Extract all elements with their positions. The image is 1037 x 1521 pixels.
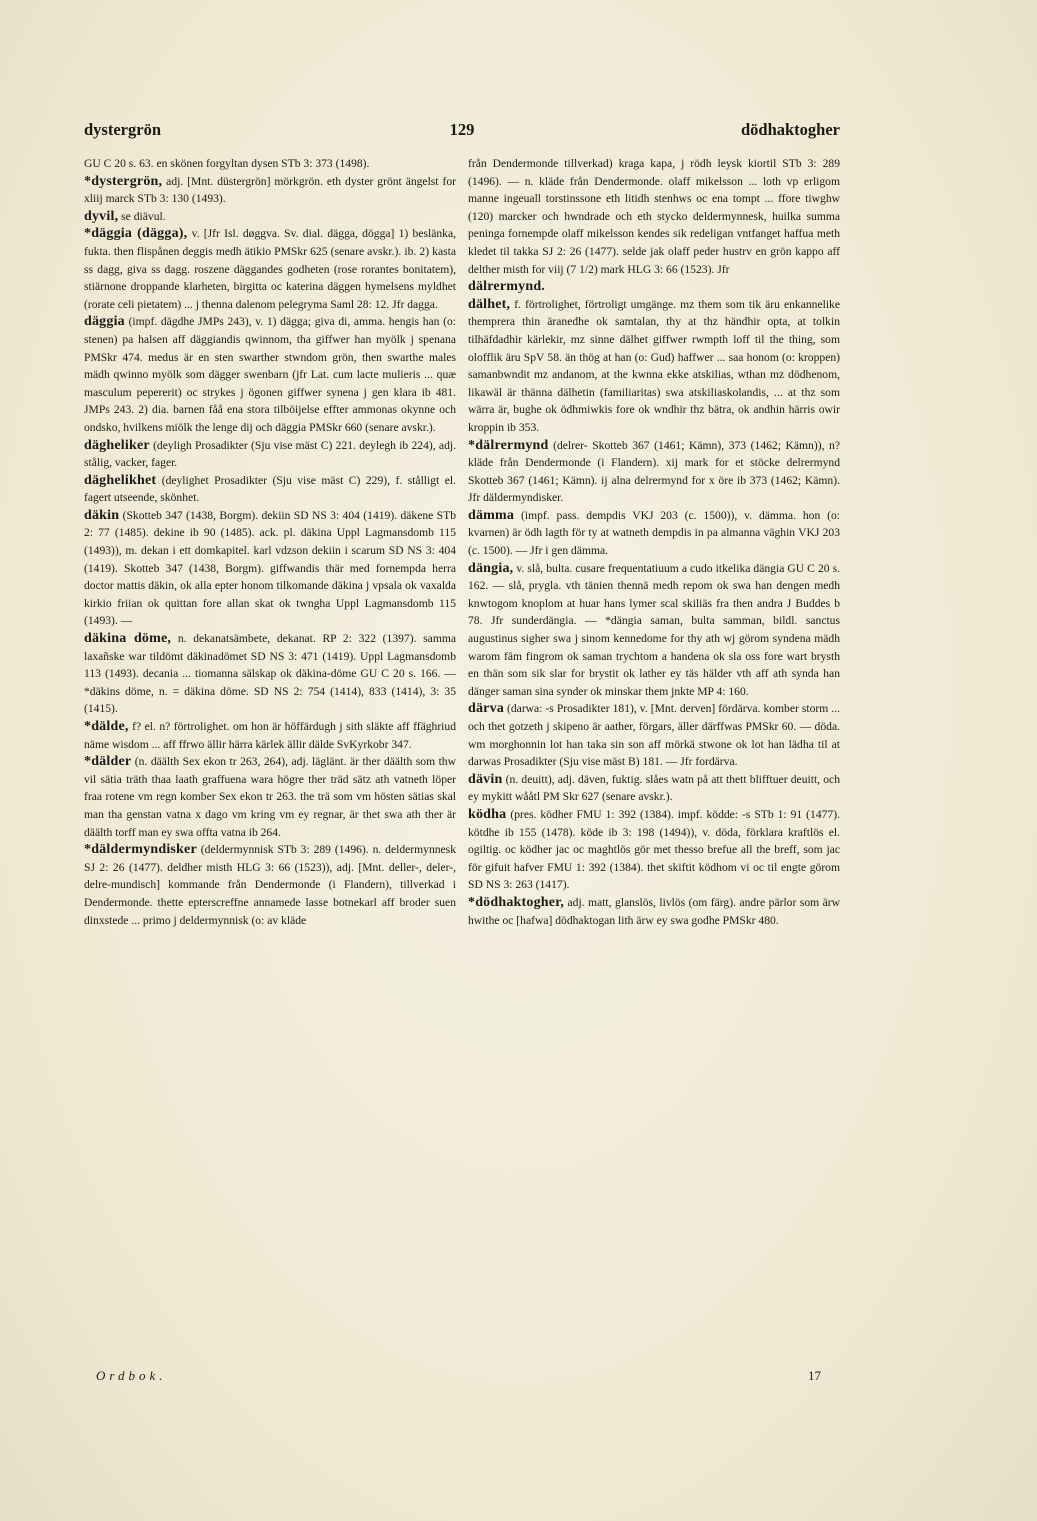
entry-text: adj. matt, glanslös, livlös (om färg). andre pärlor som ärw hwithe oc [hafwa] dödhaktogan lith ärw ey swa godhe PMSkr 480. (468, 895, 840, 927)
dictionary-entry (84, 507, 456, 630)
headword: *dödhaktogher, (468, 894, 565, 910)
headword: dämma (468, 507, 515, 523)
entry-text: f. förtrolighet, förtroligt umgänge. mz them som tik äru enkannelike themprera thin äranedhe ok samtalan, thy at thz händhir opta, at tolkin tilhäfdadhir kärlekir, mz sinne dälhet giffwer rwmpth loff til the thing, som olofflik äru SpV 58. än thög at han (o: Gud) haffwer ... saa honom (o: kroppen) samanbwndit mz andanom, at the kwnna ekke atskilias, wthan mz dödhenom, likawäl är thänna dälhetin (familiaritas) swa atskiliaskolandis, ... at thz som wärra är, bughe ok ödhmiwkis fore ok wndhir thz bätra, ok andhin härris owir kroppin ib 353. (468, 297, 840, 434)
headword: *dälder (84, 754, 132, 770)
page-header (84, 120, 840, 146)
entry-text: (darwa: -s Prosadikter 181), v. [Mnt. derven] fördärva. komber storm ... och thet gotzeth j skipeno är aather, förgars, äller därffwas PMSkr 60. — döda. wm morghonnin lot han taka sin son aff mörkä stwone ok lot han lädha til at darwas Prosadikter (Sju vise mäst B) 181. — Jfr fordärva. (468, 702, 840, 769)
entry-text: v. slå, bulta. cusare frequentatiuum a cudo itkelika dängia GU C 20 s. 162. — slå, prygla. vth tänien thennä medh repom ok swa han dengen medh knwtogom knoplom at huar hans lymer scal skiliäs fra then andra J Buddes b 78. Jfr sunderdängia. — *dängia saman, bulta samman, bildl. sanctus augustinus sigher swa j sinom kennedome for thy ath wj görom syndena mädh warom fäm fingrom ok saman trychtom a handena ok sla oss fore wart brysth en thän som sik slar for brystit ok lather ey täs hälder vth aff ath synda han dänger saman sina synder ok minskar them jnkte MP 4: 160. (468, 561, 840, 698)
dictionary-entry (468, 806, 840, 894)
entry-text: (n. däälth Sex ekon tr 263, 264), adj. läglänt. är ther däälth som thw vil sätia träth thaa laath graffuena wara högre ther träd sätz ath vatneth löper fraa rotene vm regn komber Sex ekon tr 263. the trä som vm hösten sätias skal man tha genstan vatna x dago vm kring vm ey regnar, är thet swa ath ther är däälth torff man ey swa offta vatna ib 264. (84, 755, 456, 839)
dictionary-entry (468, 155, 840, 278)
entry-text: se diävul. (121, 209, 166, 223)
entry-text: (deldermynnisk STb 3: 289 (1496). n. deldermynnesk SJ 2: 26 (1477). deldher misth HLG 3: 66 (1523)), adj. [Mnt. deller-, deler-, delre-mundisch] kommande från Dendermonde (i Flandern), tillverkad i Dendermonde. thette epterscreffne annamede lasse botnekarl aff broder suen dinxstede ... primo j deldermynnisk (o: av kläde (84, 843, 456, 927)
page-number: 129 (449, 120, 475, 139)
dictionary-entry (84, 718, 456, 753)
headword: däghelikhet (84, 472, 157, 488)
entry-text: (deyligh Prosadikter (Sju vise mäst C) 221. deylegh ib 224), adj. stålig, vacker, fager. (84, 438, 456, 470)
headword: *dystergrön, (84, 173, 163, 189)
dictionary-entry (84, 313, 456, 436)
dictionary-entry (468, 437, 840, 507)
entry-text: (pres. ködher FMU 1: 392 (1384). impf. ködde: -s STb 1: 91 (1477). kötdhe ib 155 (1478). köde ib 3: 198 (1494)), v. döda, förklara kraftlös el. ogiltig. oc ködher jac oc maghtlös gör met thesso brefue all the breff, som jac för gifuit hafver FMU 1: 392 (1384). thet skiftit ködhom vi oc til engte görom SD NS 3: 263 (1417). (468, 807, 840, 892)
dictionary-entry (84, 841, 456, 929)
headword: därva (468, 701, 504, 717)
headword: dägheliker (84, 437, 150, 453)
dictionary-entry (468, 278, 840, 296)
headword: dälrermynd. (468, 279, 545, 295)
signature-mark: Ordbok. (96, 1368, 167, 1383)
entry-text: n. dekanatsämbete, dekanat. RP 2: 322 (1397). samma laxañske war tildömt däkinadömet SD NS 3: 471 (1419). Uppl Lagmansdomb 113 (1493). decania ... tiomanna sälskap ok däkina-döme GU C 20 s. 166. — *däkins döme, n. = däkina döme. SD NS 2: 754 (1414), 833 (1414), 3: 35 (1415). (84, 632, 457, 716)
dictionary-entry (468, 894, 840, 929)
headword: dälhet, (468, 296, 511, 312)
left-guideword: dystergrön (84, 120, 161, 139)
left-column (84, 155, 456, 929)
headword: dävin (468, 771, 503, 787)
entry-text: (delrer- Skotteb 367 (1461; Kämn), 373 (1462; Kämn)), n? kläde från Dendermonde (i Flandern). xij mark for et stöcke delrermynd Skotteb 367 (1461; Kämn). ij alna delrermynd for x öre ib 373 (1462; Kämn). Jfr däldermyndisker. (468, 438, 840, 505)
dictionary-entry (84, 630, 456, 718)
dictionary-entry (84, 437, 456, 472)
entry-text: från Dendermonde tillverkad) kraga kapa, j rödh leysk kiortil STb 3: 289 (1496). — n. kläde från Dendermonde. olaff mikelsson ... loth vp erligom manne ingeuall torstinssone eth litidh stenhws oc ena tompt ... ffore tiwghw (120) marcker och hwndrade och eth stycko deldermynnesk, huilka summa peninga fornempde olaff mikelsson kendes sik redeligan vntfanget haffua meth kledet til takka SJ 2: 26 (1477). selde jak olaff peder hustrv en grön kappo aff delther misth for viij (7 1/2) mark HLG 3: 66 (1523). Jfr (468, 157, 840, 276)
dictionary-entry (84, 753, 456, 841)
right-guideword: dödhaktogher (740, 120, 840, 139)
headword: däggia (84, 314, 125, 330)
entry-text: (deylighet Prosadikter (Sju vise mäst C) 229), f. stålligt el. fagert utseende, skönhet. (84, 473, 457, 505)
dictionary-entry (84, 173, 456, 208)
dictionary-entry (84, 225, 456, 313)
entry-text: (Skotteb 347 (1438, Borgm). dekiin SD NS 3: 404 (1419). däkene STb 2: 77 (1485). dekine ib 90 (1485). ack. pl. däkina Uppl Lagmansdomb 115 (1493)), m. dekan i ett domkapitel. karl vdzson dekiin i scarum SD NS 3: 404 (1419). Skotteb 347 (1438, Borgm). giffwandis thär med fornempda herra doctor mattis däkin, ok alla epter honom tilkomande däkina j vpsala ok vaxalda kirkio friian ok quittan fore allan skat ok twngha Uppl Lagmansdomb 115 (1493). — (84, 508, 456, 628)
entry-text: v. [Jfr Isl. døggva. Sv. dial. dägga, dögga] 1) beslänka, fukta. then flispånen deggis medh ätikio PMSkr 625 (senare avskr.). ib. 2) kasta ss dagg, giva ss dagg. roszene däggandes godheten (rose rorantes bonitatem), stiärnone droppande klarheten, birgitta oc katerina däggen hymelsens myldhet (rorate celi pietatem) ... j thenna dalenom pelegryma Saml 28: 12. Jfr dagga. (84, 227, 456, 311)
dictionary-entry (84, 208, 456, 226)
right-column (468, 155, 840, 929)
entry-text: (n. deuitt), adj. däven, fuktig. slåes watn på att thett blifftuer deuitt, och ey mykitt wååtl PM Skr 627 (senare avskr.). (468, 772, 840, 804)
dictionary-entry (468, 700, 840, 770)
headword: *däggia (dägga), (84, 226, 188, 242)
signature-number: 17 (808, 1368, 821, 1383)
headword: däkina döme, (84, 631, 172, 647)
dictionary-entry (468, 771, 840, 806)
entry-text: (impf. dägdhe JMPs 243), v. 1) dägga; giva di, amma. hengis han (o: stenen) pa halsen aff däggiandis qwinnom, tha giffwer han myölk j spenana PMSkr 474. medus är en sten swarther stwndom grön, then swarthe males mädh qwinno myölk som dägger swenbarn (jfr Lat. cum lacte mulieris ... quæ masculum pepererit) oc strykes j ögonen giffwer synena j gen klara ib 481. JMPs 243. 2) dia. barnen fåå ena stora tilböijelse effter ammonas okynne och ondsko, hvilkens miölk the lenge dij och däggia PMSkr 660 (senare avskr.). (84, 315, 457, 434)
headword: dyvil, (84, 208, 119, 224)
entry-text: (impf. pass. dempdis VKJ 203 (c. 1500)), v. dämma. hon (o: kvarnen) är ödh lagth för ty at watneth dempdis in pa almanna väghin VKJ 203 (c. 1500). — Jfr i gen dämma. (468, 508, 840, 558)
dictionary-entry (84, 155, 456, 173)
headword: däkin (84, 507, 120, 523)
headword: *dälrermynd (468, 437, 549, 453)
dictionary-entry (468, 507, 840, 560)
headword: dängia, (468, 560, 514, 576)
dictionary-entry (84, 472, 456, 507)
headword: ködha (468, 806, 507, 822)
entry-text: adj. [Mnt. düstergrön] mörkgrön. eth dyster grönt ängelst for xliij marck STb 3: 130 (1493). (84, 174, 456, 206)
entry-text: GU C 20 s. 63. en skönen forgyltan dysen STb 3: 373 (1498). (84, 157, 370, 170)
dictionary-entry (468, 560, 840, 701)
headword: *däldermyndisker (84, 842, 197, 858)
entry-text: f? el. n? förtrolighet. om hon är höffärdugh j sith släkte aff ffäghriud näme wisdom ... aff ffrwo ällir härra kärlek ällir dälde SvKyrkobr 347. (84, 720, 456, 751)
dictionary-entry (468, 296, 840, 437)
headword: *dälde, (84, 719, 129, 734)
